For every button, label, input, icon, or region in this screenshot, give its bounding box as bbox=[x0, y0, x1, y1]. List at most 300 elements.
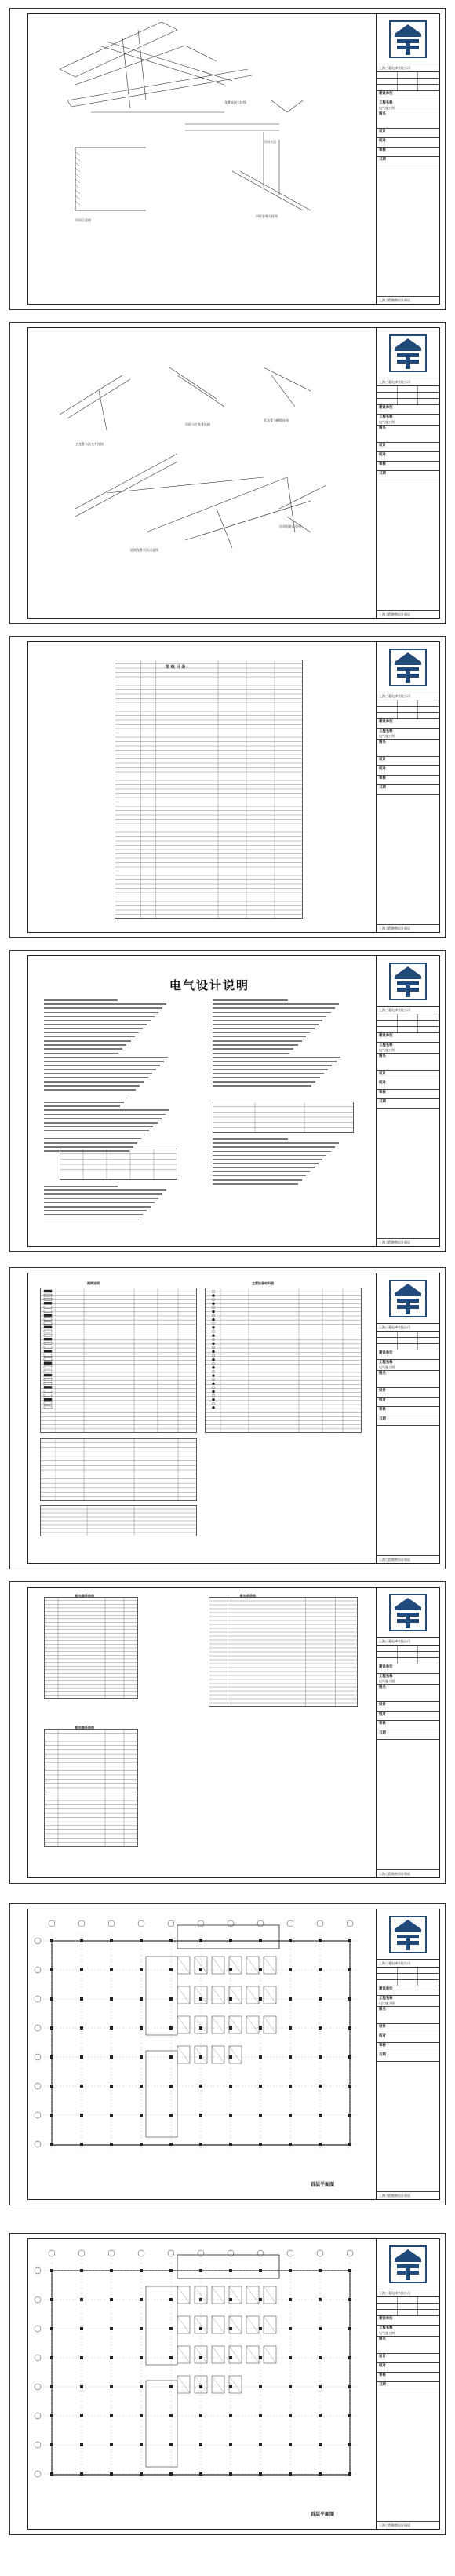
notes-text-line bbox=[44, 1020, 151, 1021]
tb-field-label: 日期 bbox=[379, 1730, 386, 1735]
tb-field bbox=[377, 1350, 439, 1360]
notes-text-line bbox=[44, 1214, 143, 1215]
title-block bbox=[377, 2239, 439, 2529]
tb-field-label: 建设单位 bbox=[379, 1034, 393, 1038]
tb-grid-cell bbox=[398, 399, 419, 404]
tb-field-label: 校对 bbox=[379, 452, 386, 457]
notes-text-line bbox=[213, 1175, 306, 1177]
notes-text-line bbox=[213, 1020, 322, 1021]
tb-grid-row bbox=[377, 79, 439, 85]
tb-field-label: 日期 bbox=[379, 471, 386, 476]
detail-caption: 次龙骨与横撑连接 bbox=[264, 418, 289, 422]
tb-project-name: 电气施工图 bbox=[379, 733, 395, 738]
tb-field bbox=[377, 1398, 439, 1407]
logo-area bbox=[377, 328, 439, 378]
tb-field bbox=[377, 2326, 439, 2337]
tb-field-label: 审核 bbox=[379, 776, 386, 780]
notes-text-line bbox=[44, 1189, 166, 1191]
keel-assembly-drawing bbox=[28, 328, 373, 618]
tb-grid-cell bbox=[398, 2304, 419, 2309]
tb-field-label: 校对 bbox=[379, 138, 386, 143]
tb-footer: 上海工程勘察设计资质 bbox=[377, 610, 439, 618]
company-name: 上海三菱电梯有限公司 bbox=[377, 378, 439, 386]
tb-grid-cell bbox=[398, 2297, 419, 2303]
notes-text-line bbox=[44, 1061, 164, 1062]
notes-text-line bbox=[213, 1061, 337, 1062]
company-name: 上海三菱电梯有限公司 bbox=[377, 1007, 439, 1014]
tb-field bbox=[377, 1054, 439, 1071]
tb-field-label: 图名 bbox=[379, 740, 386, 744]
notes-text-line bbox=[213, 1065, 332, 1066]
drawing-area bbox=[28, 2239, 377, 2529]
drawing-sheet bbox=[9, 2233, 446, 2535]
tb-field-label: 设计 bbox=[379, 443, 386, 448]
table-title: 图例说明 bbox=[87, 1281, 100, 1285]
tb-field-label: 审核 bbox=[379, 1090, 386, 1094]
logo-area bbox=[377, 14, 439, 64]
tb-field bbox=[377, 1360, 439, 1371]
company-name: 上海三菱电梯有限公司 bbox=[377, 1638, 439, 1646]
logo-area bbox=[377, 642, 439, 692]
plan-title: 首层平面图 bbox=[311, 2182, 335, 2187]
notes-text-line bbox=[213, 1053, 289, 1054]
tb-grid-cell bbox=[398, 1652, 419, 1657]
tb-field-label: 设计 bbox=[379, 129, 386, 133]
tb-field bbox=[377, 452, 439, 462]
drawing-area bbox=[28, 14, 377, 304]
tb-grid-cell bbox=[398, 85, 419, 90]
notes-text-line bbox=[44, 1114, 166, 1116]
tb-grid-cell bbox=[418, 2297, 439, 2303]
tb-field-label: 建设单位 bbox=[379, 92, 393, 96]
tb-grid-cell bbox=[418, 79, 439, 84]
company-logo-icon bbox=[387, 1277, 429, 1320]
tb-field-label: 图名 bbox=[379, 2337, 386, 2341]
tb-footer: 上海工程勘察设计资质 bbox=[377, 296, 439, 304]
drawing-sheet bbox=[9, 950, 446, 1252]
tb-grid-cell bbox=[377, 1344, 398, 1350]
notes-text-line bbox=[44, 1085, 140, 1087]
tb-grid-cell bbox=[398, 1021, 419, 1026]
notes-text-line bbox=[213, 1146, 335, 1148]
notes-text-line bbox=[213, 1036, 306, 1038]
notes-text-line bbox=[44, 1193, 162, 1195]
table-title: 配电箱系统图 bbox=[75, 1594, 94, 1598]
title-block bbox=[377, 328, 439, 618]
tb-field-label: 校对 bbox=[379, 2363, 386, 2368]
tb-field bbox=[377, 2354, 439, 2363]
tb-field bbox=[377, 1721, 439, 1730]
tb-grid-cell bbox=[418, 1980, 439, 1986]
tb-field bbox=[377, 719, 439, 729]
notes-text-line bbox=[44, 1206, 151, 1208]
tb-grid-cell bbox=[377, 1974, 398, 1979]
tb-field-label: 图名 bbox=[379, 2007, 386, 2011]
tb-field bbox=[377, 2363, 439, 2373]
title-block bbox=[377, 642, 439, 932]
tb-field bbox=[377, 2043, 439, 2052]
notes-text-line bbox=[213, 999, 288, 1001]
notes-text-line bbox=[44, 1138, 141, 1140]
detail-caption: 吊顶节点 bbox=[264, 140, 276, 144]
tb-field bbox=[377, 1986, 439, 1996]
tb-project-name: 电气施工图 bbox=[379, 419, 395, 424]
tb-grid-cell bbox=[398, 1980, 419, 1986]
tb-project-name: 电气施工图 bbox=[379, 1047, 395, 1052]
tb-footer: 上海工程勘察设计资质 bbox=[377, 1555, 439, 1563]
tb-grid-row bbox=[377, 1968, 439, 1974]
tb-grid-row bbox=[377, 1027, 439, 1033]
notes-table bbox=[60, 1149, 177, 1180]
notes-text-line bbox=[213, 1044, 298, 1046]
tb-grid-cell bbox=[398, 1646, 419, 1651]
notes-text-line bbox=[44, 1122, 158, 1124]
tb-field bbox=[377, 148, 439, 157]
tb-field-label: 校对 bbox=[379, 766, 386, 771]
tb-grid-row bbox=[377, 700, 439, 707]
company-logo-icon bbox=[387, 2243, 429, 2286]
tb-field bbox=[377, 2373, 439, 2382]
notes-text-line bbox=[44, 1057, 168, 1058]
tb-field-label: 工程名称 bbox=[379, 729, 393, 733]
detail-caption: 轻钢龙骨吊顶示意图 bbox=[130, 548, 158, 552]
tb-footer: 上海工程勘察设计资质 bbox=[377, 2521, 439, 2529]
tb-field bbox=[377, 1090, 439, 1099]
tb-grid-cell bbox=[377, 1027, 398, 1032]
tb-field-label: 审核 bbox=[379, 2373, 386, 2377]
tb-grid-cell bbox=[377, 1021, 398, 1026]
tb-grid-cell bbox=[377, 399, 398, 404]
tb-field-label: 日期 bbox=[379, 1099, 386, 1104]
tb-field bbox=[377, 426, 439, 443]
tb-grid-cell bbox=[377, 707, 398, 712]
logo-area bbox=[377, 1588, 439, 1638]
tb-grid-cell bbox=[418, 72, 439, 78]
tb-field bbox=[377, 462, 439, 471]
tb-grid-cell bbox=[418, 700, 439, 706]
notes-text-line bbox=[44, 1024, 147, 1025]
notes-text-line bbox=[44, 1098, 128, 1099]
tb-grid-row bbox=[377, 72, 439, 79]
notes-text-line bbox=[44, 1032, 139, 1034]
tb-grid-cell bbox=[377, 1332, 398, 1337]
tb-field bbox=[377, 1730, 439, 1740]
tb-grid-row bbox=[377, 1646, 439, 1652]
tb-grid-cell bbox=[377, 2304, 398, 2309]
notes-text-line bbox=[44, 1202, 155, 1204]
tb-field bbox=[377, 2316, 439, 2326]
tb-grid-row bbox=[377, 2304, 439, 2310]
tb-grid-cell bbox=[398, 79, 419, 84]
tb-field bbox=[377, 740, 439, 757]
tb-grid-cell bbox=[377, 72, 398, 78]
tb-field-label: 校对 bbox=[379, 1712, 386, 1716]
notes-text-line bbox=[213, 1142, 339, 1144]
notes-text-line bbox=[44, 1186, 118, 1187]
tb-field-label: 图名 bbox=[379, 111, 386, 116]
tb-field bbox=[377, 1407, 439, 1416]
tb-grid-cell bbox=[418, 2304, 439, 2309]
notes-text-line bbox=[213, 1016, 326, 1018]
notes-text-line bbox=[213, 1040, 302, 1042]
symbol-column bbox=[28, 1288, 358, 1445]
distribution-table bbox=[44, 1597, 138, 1699]
tb-grid-cell bbox=[398, 386, 419, 392]
drawing-sheet bbox=[9, 1903, 446, 2205]
company-logo-icon bbox=[387, 1591, 429, 1634]
tb-grid-cell bbox=[418, 713, 439, 718]
company-name: 上海三菱电梯有限公司 bbox=[377, 1960, 439, 1968]
notes-text-line bbox=[213, 1012, 331, 1014]
tb-grid-row bbox=[377, 1344, 439, 1350]
tb-field-label: 工程名称 bbox=[379, 101, 393, 105]
tb-grid-cell bbox=[418, 1021, 439, 1026]
tb-grid-cell bbox=[398, 1968, 419, 1973]
legend-table bbox=[40, 1438, 197, 1501]
tb-field-label: 审核 bbox=[379, 148, 386, 152]
notes-text-line bbox=[213, 1155, 326, 1156]
tb-grid-row bbox=[377, 1658, 439, 1664]
tb-field bbox=[377, 111, 439, 129]
tb-field-label: 建设单位 bbox=[379, 406, 393, 410]
tb-field bbox=[377, 1674, 439, 1685]
notes-text-line bbox=[213, 1028, 315, 1029]
tb-field bbox=[377, 157, 439, 166]
tb-field bbox=[377, 405, 439, 415]
tb-field bbox=[377, 100, 439, 111]
tb-grid-cell bbox=[398, 2310, 419, 2315]
drawing-area bbox=[28, 1588, 377, 1877]
tb-field-label: 日期 bbox=[379, 1416, 386, 1421]
tb-field bbox=[377, 1702, 439, 1712]
tb-grid-cell bbox=[418, 2310, 439, 2315]
tb-grid-cell bbox=[377, 2297, 398, 2303]
tb-grid-row bbox=[377, 1014, 439, 1021]
notes-text-line bbox=[44, 1219, 139, 1220]
notes-text-line bbox=[213, 1073, 324, 1075]
tb-grid-cell bbox=[377, 713, 398, 718]
sheet-frame bbox=[27, 327, 440, 619]
tb-grid-cell bbox=[398, 1658, 419, 1664]
tb-footer: 上海工程勘察设计资质 bbox=[377, 924, 439, 932]
tb-grid-cell bbox=[398, 713, 419, 718]
detail-caption: 吊顶组装示意图 bbox=[279, 524, 301, 528]
table-title: 配电箱系统图 bbox=[75, 1726, 94, 1730]
company-logo-icon bbox=[387, 960, 429, 1003]
tb-field-label: 工程名称 bbox=[379, 415, 393, 419]
tb-field-label: 设计 bbox=[379, 2024, 386, 2029]
logo-area bbox=[377, 2239, 439, 2289]
detail-caption: 主龙骨与次龙骨连接 bbox=[75, 442, 104, 446]
notes-text-line bbox=[213, 1179, 302, 1181]
tb-grid-row bbox=[377, 707, 439, 713]
tb-field bbox=[377, 1685, 439, 1702]
notes-text-line bbox=[44, 1089, 136, 1091]
notes-text-line bbox=[213, 1024, 318, 1025]
notes-text-line bbox=[44, 1053, 118, 1054]
distribution-table bbox=[44, 1729, 138, 1847]
tb-grid-cell bbox=[377, 1968, 398, 1973]
notes-text-line bbox=[44, 1109, 169, 1111]
tb-field bbox=[377, 1033, 439, 1043]
tb-field-label: 日期 bbox=[379, 2052, 386, 2057]
tb-field bbox=[377, 138, 439, 148]
table-title: 主要设备材料表 bbox=[252, 1281, 274, 1285]
tb-grid-cell bbox=[418, 1014, 439, 1020]
tb-field-label: 建设单位 bbox=[379, 2317, 393, 2321]
tb-field-label: 日期 bbox=[379, 785, 386, 790]
company-name: 上海三菱电梯有限公司 bbox=[377, 1324, 439, 1332]
drawing-sheet bbox=[9, 636, 446, 938]
tb-field-label: 建设单位 bbox=[379, 1351, 393, 1355]
logo-area bbox=[377, 956, 439, 1007]
tb-field-label: 设计 bbox=[379, 1702, 386, 1707]
sheet-frame bbox=[27, 641, 440, 933]
notes-text-line bbox=[213, 1048, 293, 1050]
tb-grid-cell bbox=[377, 1338, 398, 1343]
notes-text-line bbox=[44, 1040, 131, 1042]
logo-area bbox=[377, 1909, 439, 1960]
tb-project-name: 电气施工图 bbox=[379, 1365, 395, 1369]
notes-text-line bbox=[213, 1159, 322, 1160]
drawing-list-title: 图 纸 目 录 bbox=[166, 665, 186, 670]
notes-text-line bbox=[44, 1118, 162, 1120]
notes-text-line bbox=[44, 1081, 144, 1083]
tb-grid-cell bbox=[377, 2310, 398, 2315]
tb-footer: 上海工程勘察设计资质 bbox=[377, 1238, 439, 1246]
tb-field bbox=[377, 2337, 439, 2354]
tb-project-name: 电气施工图 bbox=[379, 2001, 395, 2005]
tb-grid-cell bbox=[377, 700, 398, 706]
notes-text-line bbox=[44, 1003, 166, 1005]
tb-field-label: 图名 bbox=[379, 1371, 386, 1376]
drawing-sheet bbox=[9, 1581, 446, 1884]
tb-field bbox=[377, 1099, 439, 1109]
drawing-sheet bbox=[9, 322, 446, 624]
tb-field-label: 建设单位 bbox=[379, 720, 393, 724]
tb-field bbox=[377, 729, 439, 740]
drawing-list-table bbox=[115, 660, 303, 919]
notes-text-line bbox=[213, 1077, 320, 1079]
tb-field-label: 设计 bbox=[379, 1071, 386, 1076]
sheet-frame bbox=[27, 1273, 440, 1564]
notes-text-line bbox=[44, 1094, 132, 1095]
tb-grid-cell bbox=[398, 707, 419, 712]
tb-grid-cell bbox=[377, 79, 398, 84]
title-block bbox=[377, 1909, 439, 2199]
tb-grid-cell bbox=[418, 386, 439, 392]
tb-field-label: 工程名称 bbox=[379, 1043, 393, 1047]
notes-text-line bbox=[44, 1016, 155, 1018]
tb-grid-cell bbox=[377, 1014, 398, 1020]
tb-field bbox=[377, 1043, 439, 1054]
tb-grid-cell bbox=[398, 700, 419, 706]
notes-text-line bbox=[213, 1032, 310, 1034]
tb-field bbox=[377, 2382, 439, 2391]
notes-text-line bbox=[44, 1028, 143, 1029]
notes-text-line bbox=[44, 1198, 158, 1200]
notes-text-line bbox=[44, 1048, 122, 1050]
tb-project-name: 电气施工图 bbox=[379, 1679, 395, 1683]
tb-field-label: 建设单位 bbox=[379, 1987, 393, 1991]
tb-grid-row bbox=[377, 1652, 439, 1658]
tb-grid-cell bbox=[377, 1658, 398, 1664]
notes-text-line bbox=[213, 1057, 340, 1058]
notes-text-line bbox=[44, 1130, 149, 1131]
company-name: 上海三菱电梯有限公司 bbox=[377, 64, 439, 72]
notes-text-line bbox=[213, 1003, 339, 1005]
tb-field-label: 工程名称 bbox=[379, 2326, 393, 2330]
tb-field bbox=[377, 1712, 439, 1721]
notes-text-line bbox=[213, 1138, 288, 1140]
tb-grid-cell bbox=[418, 393, 439, 398]
tb-field bbox=[377, 785, 439, 795]
drawing-area bbox=[28, 642, 377, 932]
tb-field-label: 设计 bbox=[379, 1388, 386, 1393]
title-block bbox=[377, 956, 439, 1246]
tb-grid-cell bbox=[418, 707, 439, 712]
tb-field-label: 图名 bbox=[379, 1054, 386, 1058]
tb-grid-row bbox=[377, 713, 439, 719]
tb-field bbox=[377, 1071, 439, 1080]
notes-text-line bbox=[44, 1073, 152, 1075]
tb-grid-row bbox=[377, 2310, 439, 2316]
tb-field-label: 校对 bbox=[379, 2033, 386, 2038]
tb-grid-cell bbox=[418, 1646, 439, 1651]
tb-field bbox=[377, 415, 439, 426]
company-name: 上海三菱电梯有限公司 bbox=[377, 692, 439, 700]
detail-caption: 吊杆安装大样图 bbox=[256, 214, 278, 218]
notes-text-line bbox=[44, 1105, 120, 1107]
tb-field bbox=[377, 2033, 439, 2043]
tb-field-label: 审核 bbox=[379, 462, 386, 466]
company-logo-icon bbox=[387, 646, 429, 689]
tb-grid-cell bbox=[418, 1344, 439, 1350]
detail-caption: 龙骨连接大样图 bbox=[224, 100, 246, 104]
tb-project-name: 电气施工图 bbox=[379, 105, 395, 110]
tb-field bbox=[377, 776, 439, 785]
tb-grid-cell bbox=[398, 72, 419, 78]
tb-grid-cell bbox=[418, 1027, 439, 1032]
notes-text-line bbox=[213, 1081, 315, 1083]
tb-grid-cell bbox=[377, 1652, 398, 1657]
tb-grid-cell bbox=[418, 1332, 439, 1337]
distribution-table bbox=[209, 1597, 358, 1707]
drawing-sheet bbox=[9, 8, 446, 310]
tb-grid-cell bbox=[418, 1652, 439, 1657]
notes-text-line bbox=[213, 1151, 331, 1153]
tb-field bbox=[377, 2052, 439, 2062]
tb-footer: 上海工程勘察设计资质 bbox=[377, 2191, 439, 2199]
ceiling-detail-drawing bbox=[28, 14, 373, 304]
notes-text-line bbox=[44, 1142, 137, 1144]
tb-grid-row bbox=[377, 1021, 439, 1027]
tb-grid-cell bbox=[398, 1338, 419, 1343]
sheet-frame bbox=[27, 2238, 440, 2530]
company-logo-icon bbox=[387, 1913, 429, 1956]
tb-field bbox=[377, 1388, 439, 1398]
tb-field-label: 审核 bbox=[379, 1721, 386, 1726]
tb-field bbox=[377, 471, 439, 480]
tb-field bbox=[377, 757, 439, 766]
tb-grid-cell bbox=[418, 399, 439, 404]
tb-field bbox=[377, 1664, 439, 1674]
tb-grid-cell bbox=[418, 85, 439, 90]
notes-text-line bbox=[213, 1069, 328, 1070]
tb-grid-cell bbox=[418, 1338, 439, 1343]
notes-table bbox=[213, 1102, 354, 1133]
tb-footer: 上海工程勘察设计资质 bbox=[377, 1869, 439, 1877]
